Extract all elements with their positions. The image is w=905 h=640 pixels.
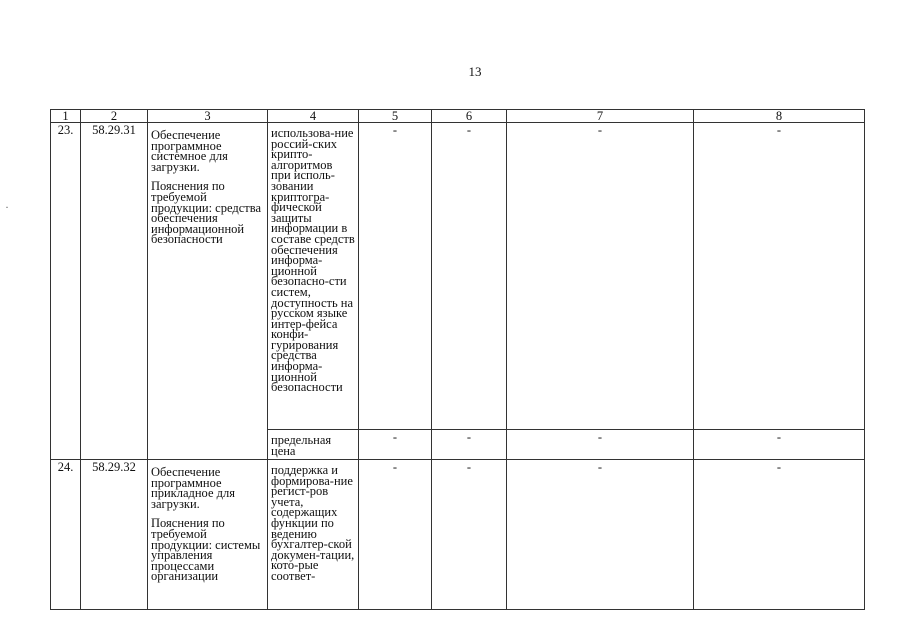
column-header: 4: [268, 110, 359, 123]
value-cell: -: [432, 123, 507, 430]
row-number: 24.: [51, 460, 81, 610]
characteristic-text: предельная цена: [271, 433, 332, 458]
column-header: 2: [81, 110, 148, 123]
column-header: 6: [432, 110, 507, 123]
specification-table: [50, 109, 865, 610]
table-row: [51, 460, 865, 610]
table-row: [51, 123, 865, 430]
value-cell: -: [507, 430, 694, 460]
row-number: 23.: [51, 123, 81, 460]
product-name: Обеспечение программное прикладное для загрузки.: [151, 465, 235, 511]
okpd-code: 58.29.32: [81, 460, 148, 610]
characteristic-cell: [268, 460, 359, 610]
value-cell: -: [359, 123, 432, 430]
value-cell: -: [432, 430, 507, 460]
margin-mark: ·: [5, 200, 9, 214]
value-cell: -: [507, 460, 694, 610]
product-name-cell: [148, 123, 268, 460]
value-cell: -: [359, 430, 432, 460]
column-header: 5: [359, 110, 432, 123]
value-cell: -: [694, 123, 865, 430]
product-name-cell: [148, 460, 268, 610]
product-name: Обеспечение программное системное для загрузки.: [151, 128, 228, 174]
characteristic-text: поддержка и формирова-ние регист-ров учета, содержащих функции по ведению бухгалтер-ской докумен-тации, кото-рые соответ-: [271, 463, 355, 583]
column-header: 3: [148, 110, 268, 123]
product-note: Пояснения по требуемой продукции: системы управления процессами организации: [151, 516, 261, 584]
value-cell: -: [507, 123, 694, 430]
value-cell: -: [359, 460, 432, 610]
column-header: 8: [694, 110, 865, 123]
value-cell: -: [432, 460, 507, 610]
column-header: 7: [507, 110, 694, 123]
characteristic-cell: [268, 430, 359, 460]
table-header-row: [51, 110, 865, 123]
characteristic-cell: [268, 123, 359, 430]
product-note: Пояснения по требуемой продукции: средства обеспечения информационной безопасности: [151, 179, 262, 247]
value-cell: -: [694, 460, 865, 610]
characteristic-text: использова-ние россий-ских крипто-алгоритмов при исполь-зовании криптогра-фической защиты информации в составе средств обеспечения информа-ционной безопасно-сти систем, доступность на русском языке интер-фейса конфи-гурирования средства информа-ционной безопасности: [271, 126, 355, 395]
okpd-code: 58.29.31: [81, 123, 148, 460]
column-header: 1: [51, 110, 81, 123]
value-cell: -: [694, 430, 865, 460]
page-number: 13: [468, 64, 482, 79]
